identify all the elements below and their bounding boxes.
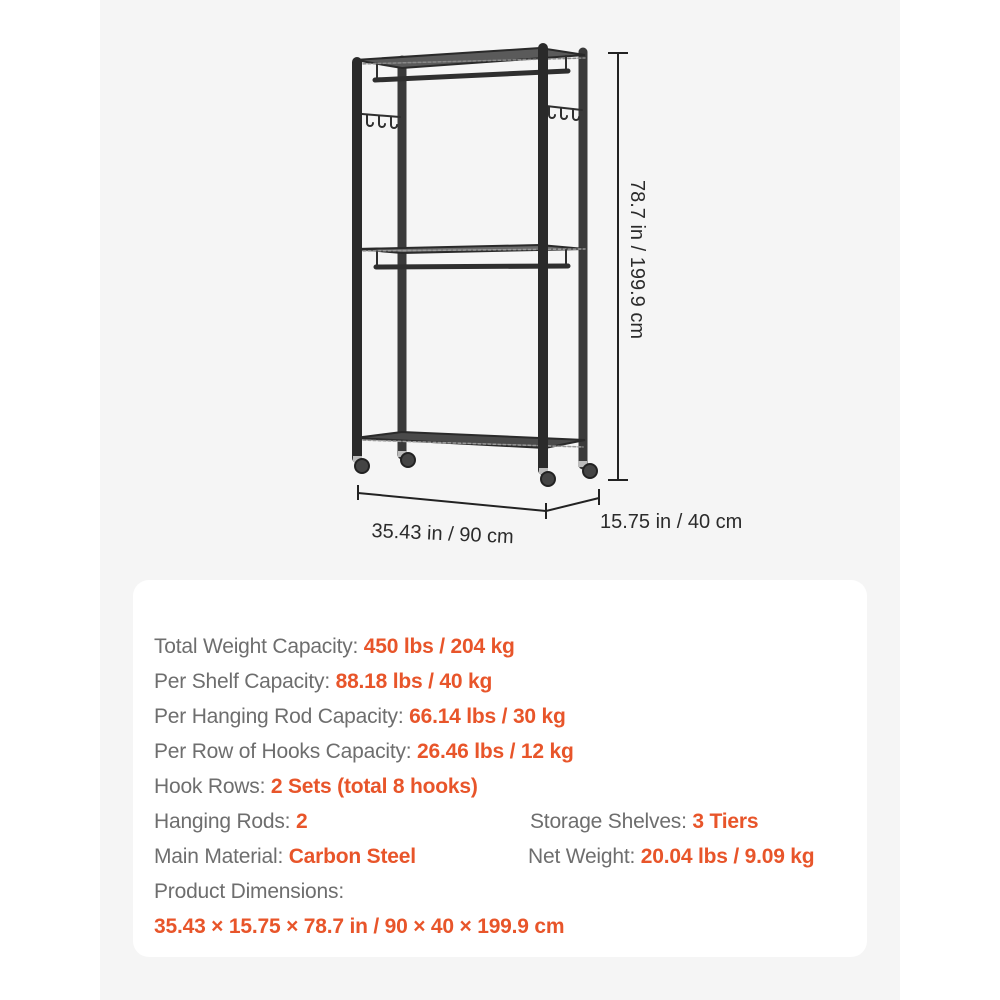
spec-label: Product Dimensions: bbox=[154, 880, 344, 903]
spec-value: 2 Sets (total 8 hooks) bbox=[270, 775, 478, 798]
spec-product-dimensions-value bbox=[154, 914, 564, 940]
spec-value: 88.18 lbs / 40 kg bbox=[335, 670, 493, 693]
spec-value: 26.46 lbs / 12 kg bbox=[417, 740, 574, 763]
spec-value: 3 Tiers bbox=[692, 810, 759, 833]
spec-product-dimensions-label bbox=[154, 879, 344, 905]
spec-label: Storage Shelves: bbox=[530, 810, 693, 833]
spec-label: Hook Rows: bbox=[154, 775, 271, 798]
spec-value: 2 bbox=[295, 810, 308, 833]
spec-hook-rows bbox=[154, 774, 478, 800]
spec-label: Total Weight Capacity: bbox=[154, 635, 364, 658]
spec-main-material bbox=[154, 844, 416, 870]
spec-hanging-rods bbox=[154, 809, 307, 835]
spec-value: 35.43 × 15.75 × 78.7 in / 90 × 40 × 199.9 cm bbox=[154, 915, 565, 938]
spec-storage-shelves bbox=[530, 809, 758, 835]
spec-label: Hanging Rods: bbox=[154, 810, 296, 833]
spec-label: Main Material: bbox=[154, 845, 289, 868]
spec-per-row-of-hooks-capacity bbox=[154, 739, 574, 765]
width-dimension-label: 35.43 in / 90 cm bbox=[371, 520, 515, 549]
spec-per-shelf-capacity bbox=[154, 669, 492, 695]
spec-value: 20.04 lbs / 9.09 kg bbox=[640, 845, 815, 868]
spec-net-weight bbox=[528, 844, 814, 870]
spec-per-hanging-rod-capacity bbox=[154, 704, 566, 730]
spec-total-weight-capacity bbox=[154, 634, 515, 660]
spec-label: Net Weight: bbox=[528, 845, 641, 868]
spec-value: Carbon Steel bbox=[288, 845, 416, 868]
spec-value: 66.14 lbs / 30 kg bbox=[409, 705, 566, 728]
spec-label: Per Row of Hooks Capacity: bbox=[154, 740, 418, 763]
depth-dimension-label: 15.75 in / 40 cm bbox=[600, 511, 743, 533]
spec-value: 450 lbs / 204 kg bbox=[363, 635, 515, 658]
height-dimension-label: 78.7 in / 199.9 cm bbox=[626, 180, 648, 339]
spec-label: Per Shelf Capacity: bbox=[154, 670, 336, 693]
spec-label: Per Hanging Rod Capacity: bbox=[154, 705, 410, 728]
